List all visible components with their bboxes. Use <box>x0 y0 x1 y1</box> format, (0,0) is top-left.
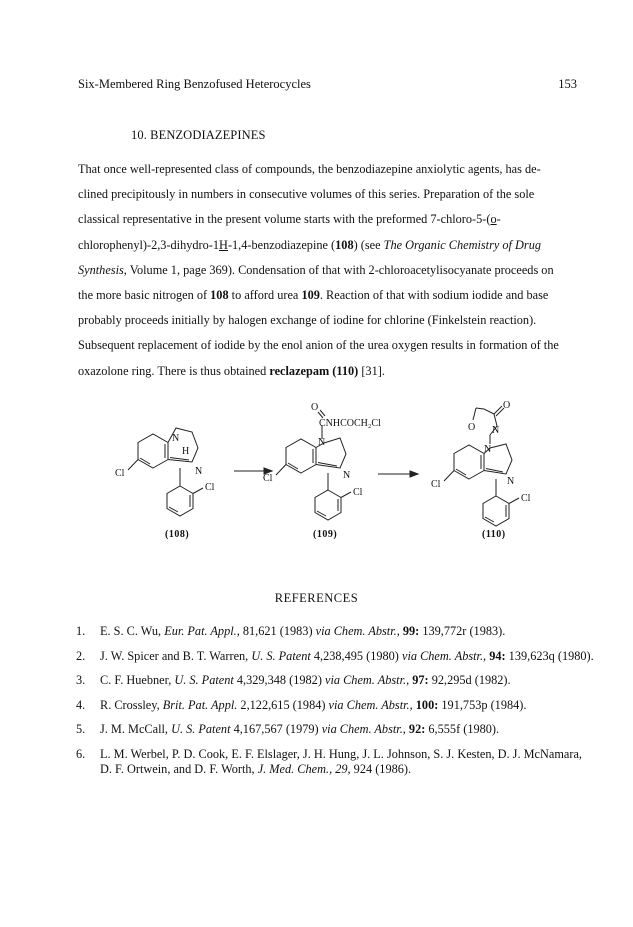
atom-cl-ring: Cl <box>263 473 273 484</box>
ref-authors: J. W. Spicer and B. T. Warren, <box>100 648 252 663</box>
atom-cl-phenyl: Cl <box>521 493 531 504</box>
ref-source: Brit. Pat. Appl. <box>162 697 238 712</box>
paragraph-line <box>78 258 583 283</box>
reaction-scheme <box>0 392 633 552</box>
ref-detail: 2,122,615 (1984) <box>237 697 329 712</box>
atom-n-ring: N <box>507 476 515 487</box>
atom-n-top: N <box>484 444 492 455</box>
ref-authors: C. F. Huebner, <box>100 673 175 687</box>
atom-n-oxazole: N <box>492 425 500 436</box>
cl-bond <box>128 460 138 471</box>
ref-authors: L. M. Werbel, P. D. Cook, E. F. Elslager, J. H. Hung, J. L. Johnson, S. J. Kesten, D. J. McNamara, D. F. Ortwein, and D. F. Worth, <box>100 746 582 776</box>
compound-110-structure <box>431 400 531 540</box>
ref-authors: R. Crossley, <box>100 697 163 712</box>
ref-detail: 4,329,348 (1982) <box>233 673 325 687</box>
reference-number: 1. <box>76 624 86 638</box>
ref-tail: 139,623q (1980). <box>505 648 594 663</box>
atom-cl-ring: Cl <box>431 479 441 490</box>
ref-volume: 94: <box>486 648 506 663</box>
paragraph-line <box>78 283 583 308</box>
text-run: Volume 1, page 369). Condensation of that with 2-chloroacetylisocyanate proceeds on <box>126 262 554 277</box>
ref-tail: 92,295d (1982). <box>428 673 511 687</box>
paragraph-line <box>78 207 583 232</box>
paragraph-line: Subsequent replacement of iodide by the enol anion of the urea oxygen results in formation of the <box>78 338 559 353</box>
book-title-cont: Synthesis, <box>78 262 127 277</box>
running-title: Six-Membered Ring Benzofused Heterocycles <box>78 77 311 91</box>
reference-item <box>76 673 596 688</box>
text-run: chlorophenyl)-2,3-dihydro-1 <box>78 237 220 252</box>
atom-cl-ring: Cl <box>115 468 125 479</box>
ref-volume: 97: <box>409 673 429 687</box>
ref-via: via Chem. Abstr., <box>321 722 406 736</box>
double-bond <box>485 517 494 522</box>
benzene-ring-a <box>138 434 168 468</box>
atom-cl-phenyl: Cl <box>353 487 363 498</box>
atom-n-ring: N <box>195 466 203 477</box>
ref-source: U. S. Patent <box>174 673 234 687</box>
atom-cl-phenyl: Cl <box>205 482 215 493</box>
italic-o-prefix: o <box>490 212 497 227</box>
carbonyl-bond <box>494 406 502 414</box>
oxazolone-ring <box>473 408 476 420</box>
book-title: The Organic Chemistry of Drug <box>383 237 541 252</box>
reference-item <box>76 698 596 713</box>
ref-volume: 92: <box>405 722 426 736</box>
reference-item <box>76 747 596 777</box>
paragraph-line: probably proceeds initially by halogen exchange of iodine for chlorine (Finkelstein reaction). <box>78 313 537 328</box>
side-chain-label: CNHCOCH₂Cl <box>319 418 381 429</box>
body-paragraph <box>78 157 583 384</box>
ref-volume: 99: <box>399 624 420 638</box>
double-bond <box>169 507 178 512</box>
text-run: oxazolone ring. There is thus obtained <box>78 363 270 378</box>
ref-tail: 191,753p (1984). <box>438 697 527 712</box>
ref-volume: 100: <box>412 697 439 712</box>
ref-detail: 81,621 (1983) <box>239 624 316 638</box>
benzene-ring-b <box>483 496 509 526</box>
ref-via: via Chem. Abstr., <box>401 648 487 663</box>
atom-n-ring: N <box>343 470 351 481</box>
reference-number: 5. <box>76 722 86 736</box>
reference-number: 3. <box>76 673 86 687</box>
compound-ref-108: 108 <box>335 237 354 252</box>
double-bond <box>317 511 326 516</box>
ref-via: via Chem. Abstr., <box>328 697 413 712</box>
atom-n-top: N <box>172 433 180 444</box>
atom-o-carbonyl: O <box>503 400 511 411</box>
cl-bond <box>276 465 286 476</box>
ref-authors: J. M. McCall, <box>100 722 172 736</box>
benzene-ring-a <box>286 439 316 473</box>
ref-source: U. S. Patent <box>251 648 311 663</box>
ref-tail: 139,772r (1983). <box>419 624 506 638</box>
ref-via: via Chem. Abstr., <box>315 624 400 638</box>
ref-tail: 6,555f (1980). <box>425 722 500 736</box>
text-run: classical representative in the present volume starts with the preformed 7-chloro-5-( <box>78 212 491 227</box>
text-run: -1,4-benzodiazepine ( <box>227 237 336 252</box>
cl-bond <box>509 498 519 504</box>
reference-list <box>76 624 596 786</box>
text-run: [31]. <box>358 363 385 378</box>
ref-volume: 29, <box>332 761 351 776</box>
reference-item <box>76 649 596 664</box>
paragraph-line: That once well-represented class of compounds, the benzodiazepine anxiolytic agents, has de- <box>78 162 541 176</box>
reference-item <box>76 722 596 737</box>
atom-o: O <box>311 402 319 413</box>
reclazepam-name: reclazepam (110) <box>269 363 359 378</box>
text-run: - <box>496 212 501 227</box>
compound-label-110: (110) <box>482 529 506 540</box>
atom-h: H <box>182 446 190 457</box>
page-number: 153 <box>558 77 577 91</box>
ref-source: Eur. Pat. Appl., <box>164 624 240 638</box>
benzene-ring-b <box>167 486 193 516</box>
compound-label-108: (108) <box>165 529 190 540</box>
atom-n-top: N <box>318 437 326 448</box>
reference-number: 6. <box>76 746 86 761</box>
indicated-hydrogen: H <box>219 237 228 252</box>
cl-bond <box>193 488 203 494</box>
references-heading: REFERENCES <box>274 591 359 605</box>
paragraph-line: clined precipitously in numbers in consecutive volumes of this series. Preparation of the sole <box>78 187 535 202</box>
compound-label-109: (109) <box>313 529 338 540</box>
ref-detail: 4,238,495 (1980) <box>310 648 402 663</box>
atom-o-ring: O <box>468 422 476 433</box>
ref-source: J. Med. Chem., <box>257 761 333 776</box>
ref-detail: 4,167,567 (1979) <box>230 722 322 736</box>
cl-bond <box>444 471 454 482</box>
paragraph-line <box>78 233 583 258</box>
text-run: the more basic nitrogen of <box>78 288 211 303</box>
arrowhead-2 <box>410 471 418 477</box>
ref-authors: E. S. C. Wu, <box>100 624 165 638</box>
cl-bond <box>341 492 351 498</box>
compound-ref-108: 108 <box>210 288 229 303</box>
text-run: . Reaction of that with sodium iodide and base <box>319 288 549 303</box>
section-title: 10. BENZODIAZEPINES <box>131 128 266 142</box>
benzene-ring-a <box>454 445 484 479</box>
compound-109-structure <box>263 402 381 540</box>
compound-ref-109: 109 <box>301 288 320 303</box>
benzene-ring-b <box>315 490 341 520</box>
ref-source: U. S. Patent <box>171 722 231 736</box>
paragraph-line <box>78 359 583 384</box>
ref-tail: 924 (1986). <box>350 761 412 776</box>
reference-number: 4. <box>76 697 86 712</box>
compound-108-structure <box>115 428 215 540</box>
ref-via: via Chem. Abstr., <box>325 673 410 687</box>
reference-item <box>76 624 596 639</box>
reference-number: 2. <box>76 648 86 663</box>
text-run: to afford urea <box>228 288 302 303</box>
text-run: ) (see <box>353 237 384 252</box>
